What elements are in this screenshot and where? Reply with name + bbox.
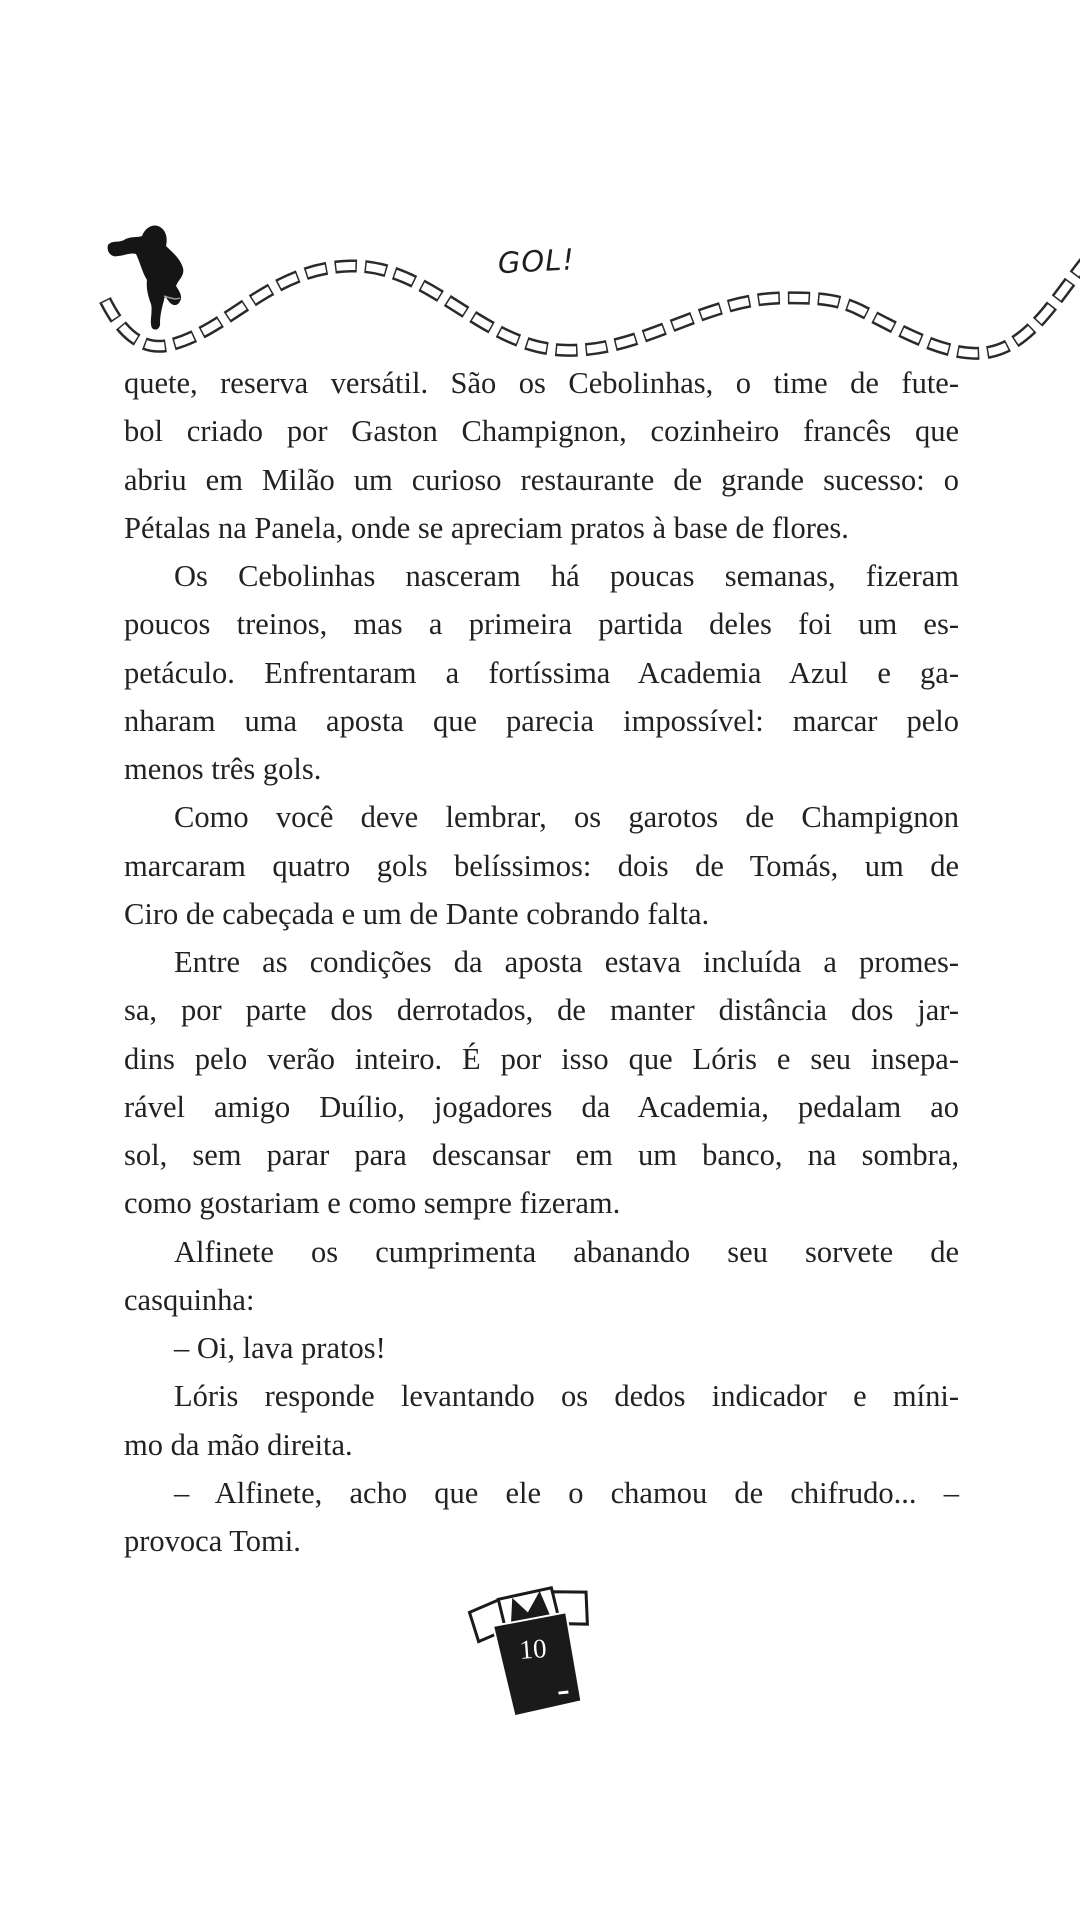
text-line: dins pelo verão inteiro. É por isso que Lóris e seu insepa-: [124, 1041, 959, 1076]
text-line: Entre as condições da aposta estava incluída a promes-: [174, 945, 959, 979]
text-line: Alfinete os cumprimenta abanando seu sorvete de: [174, 1234, 959, 1269]
dashed-wave-path-icon: [105, 262, 1080, 353]
text-line: menos três gols.: [124, 752, 322, 786]
body-text: [124, 359, 959, 1565]
text-line: petáculo. Enfrentaram a fortíssima Academia Azul e ga-: [124, 655, 959, 690]
dialogue-paragraph: [124, 1469, 959, 1566]
text-line: Ciro de cabeçada e um de Dante cobrando falta.: [124, 896, 710, 931]
paragraph: [124, 1228, 959, 1325]
paragraph: [124, 793, 959, 938]
text-line: mo da mão direita.: [124, 1427, 353, 1462]
text-line: sol, sem parar para descansar em um banco, na sombra,: [124, 1138, 959, 1172]
paragraph: [124, 1372, 959, 1469]
text-line: nharam uma aposta que parecia impossível: marcar pelo: [124, 703, 959, 738]
text-line: sa, por parte dos derrotados, de manter distância dos jar-: [124, 993, 959, 1028]
text-line: Lóris responde levantando os dedos indicador e míni-: [174, 1379, 959, 1414]
text-line: Os Cebolinhas nasceram há poucas semanas, fizeram: [174, 559, 959, 593]
text-line: Pétalas na Panela, onde se apreciam pratos à base de flores.: [124, 510, 849, 545]
paragraph: [124, 359, 959, 552]
dialogue-paragraph: [124, 1324, 959, 1372]
header-illustration: [0, 200, 1080, 380]
text-line: abriu em Milão um curioso restaurante de grande sucesso: o: [124, 462, 959, 497]
text-line: Como você deve lembrar, os garotos de Champignon: [174, 800, 959, 835]
paragraph: [124, 552, 959, 793]
text-line: rável amigo Duílio, jogadores da Academia, pedalam ao: [124, 1089, 959, 1124]
chapter-title: GOL!: [497, 242, 576, 281]
text-line: quete, reserva versátil. São os Cebolinhas, o time de fute-: [124, 366, 959, 400]
text-line: – Alfinete, acho que ele o chamou de chifrudo... –: [174, 1475, 959, 1510]
text-line: poucos treinos, mas a primeira partida deles foi um es-: [124, 607, 959, 642]
text-line: – Oi, lava pratos!: [174, 1331, 386, 1365]
text-line: provoca Tomi.: [124, 1524, 301, 1558]
page-number: 10: [518, 1633, 548, 1665]
text-line: bol criado por Gaston Champignon, cozinheiro francês que: [124, 414, 959, 449]
paragraph: [124, 938, 959, 1228]
text-line: marcaram quatro gols belíssimos: dois de Tomás, um de: [124, 848, 959, 883]
page-number-badge: [466, 1582, 600, 1722]
text-line: como gostariam e como sempre fizeram.: [124, 1186, 621, 1221]
text-line: casquinha:: [124, 1282, 255, 1317]
